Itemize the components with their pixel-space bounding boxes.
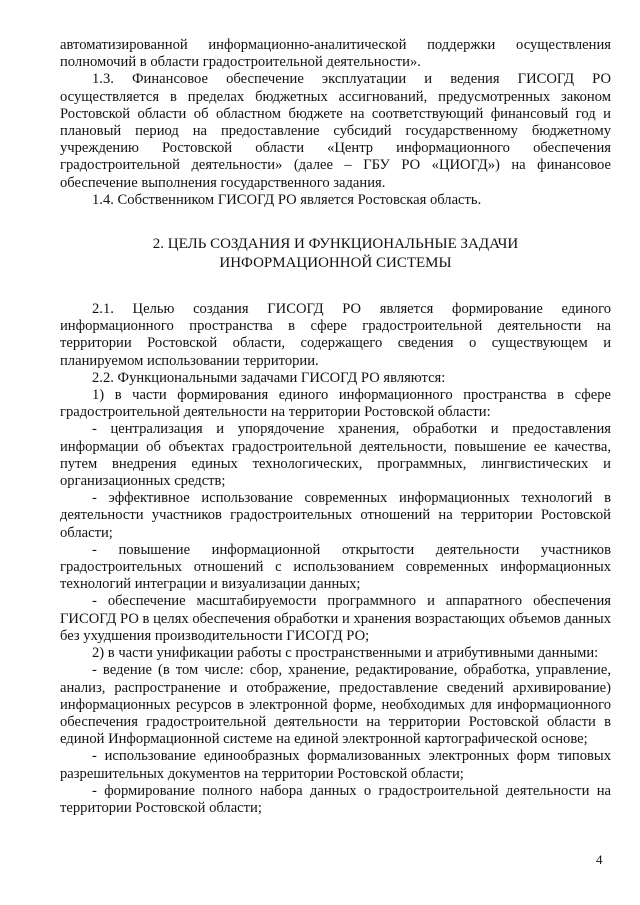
list-item-part-2: 2) в части унификации работы с пространственными и атрибутивными данными: bbox=[92, 645, 599, 662]
list-item-uniform-forms: - использование единообразных формализованных электронных форм типовых разрешительных документов на территории Ростовской области; bbox=[60, 748, 611, 782]
document-page bbox=[60, 37, 611, 817]
list-item-it-usage: - эффективное использование современных информационных технологий в деятельности участников градостроительных отношений на территории Ростовской области; bbox=[60, 490, 611, 541]
page-number: 4 bbox=[596, 852, 603, 867]
list-item-part-1: 1) в части формирования единого информационного пространства в сфере градостроительной деятельности на территории Ростовской области: bbox=[60, 387, 611, 421]
list-item-centralization: - централизация и упорядочение хранения, обработки и предоставления информации об объектах градостроительной деятельности, повышение ее качества, путем внедрения единых технологических, программных, лингвистических и организационных средств; bbox=[60, 421, 611, 490]
list-item-dataset-formation: - формирование полного набора данных о градостроительной деятельности на территории Ростовской области; bbox=[60, 782, 611, 816]
paragraph-2-2: 2.2. Функциональными задачами ГИСОГД РО являются: bbox=[92, 369, 446, 386]
list-item-scalability: - обеспечение масштабируемости программного и аппаратного обеспечения ГИСОГД РО в целях обеспечения обработки и хранения возрастающих объемов данных без ухудшения производительности ГИСОГД РО; bbox=[60, 593, 611, 644]
list-item-data-management: - ведение (в том числе: сбор, хранение, редактирование, обработка, управление, анализ, распространение и отображение, предоставление сведений архивирование) информационных ресурсов в электронной форме, необходимых для информационного обеспечения градостроительной деятельности на территории Ростовской области в единой Информационной системе на единой электронной картографической основе; bbox=[60, 662, 611, 748]
list-item-openness: - повышение информационной открытости деятельности участников градостроительных отношений с использованием современных информационных технологий интеграции и визуализации данных; bbox=[60, 541, 611, 593]
section-heading bbox=[60, 235, 611, 273]
paragraph-continuation: автоматизированной информационно-аналитической поддержки осуществления полномочий в области градостроительной деятельности». bbox=[60, 37, 611, 71]
paragraph-1-4: 1.4. Собственником ГИСОГД РО является Ростовская область. bbox=[92, 191, 482, 208]
section-heading-line-1: 2. ЦЕЛЬ СОЗДАНИЯ И ФУНКЦИОНАЛЬНЫЕ ЗАДАЧИ bbox=[152, 236, 519, 253]
section-heading-line-2: ИНФОРМАЦИОННОЙ СИСТЕМЫ bbox=[219, 255, 452, 272]
paragraph-1-3: 1.3. Финансовое обеспечение эксплуатации и ведения ГИСОГД РО осуществляется в пределах бюджетных ассигнований, предусмотренных законом Ростовской области об областном бюджете на соответствующий финансовый год и плановый период на предоставление субсидий государственному бюджетному учреждению Ростовской области «Центр информационного обеспечения градостроительной деятельности» (далее – ГБУ РО «ЦИОГД») на финансовое обеспечение выполнения государственного задания. bbox=[60, 71, 611, 191]
paragraph-2-1: 2.1. Целью создания ГИСОГД РО является формирование единого информационного пространства в сфере градостроительной деятельности на территории Ростовской области, содержащего сведения о существующем и планируемом использовании территории. bbox=[60, 301, 611, 369]
